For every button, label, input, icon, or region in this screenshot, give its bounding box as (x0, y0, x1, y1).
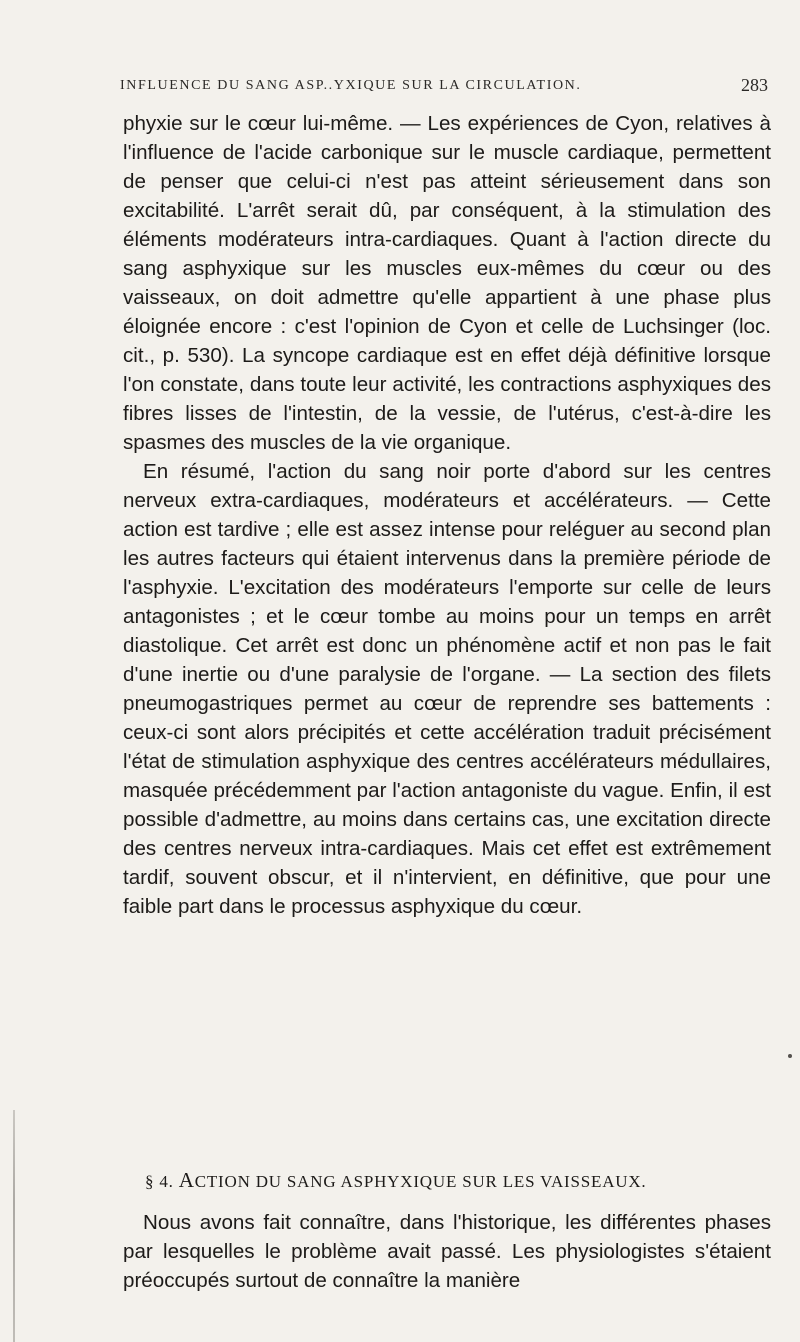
section-paragraph: Nous avons fait connaître, dans l'historique, les différentes phases par lesquelles le problème avait passé. Les physiologistes s'étaient préoccupés surtout de connaître la manière (123, 1211, 771, 1292)
binding-gutter-shadow (13, 1110, 15, 1342)
paragraph-2: En résumé, l'action du sang noir porte d'abord sur les centres nerveux extra-cardiaques, modérateurs et accélérateurs. — Cette action est tardive ; elle est assez intense pour reléguer au second plan les autres facteurs qui étaient intervenus dans la première période de l'asphyxie. L'excitation des modérateurs l'emporte sur celle de leurs antagonistes ; et le cœur tombe au moins pour un temps en arrêt diastolique. Cet arrêt est donc un phénomène actif et non pas le fait d'une inertie ou d'une paralysie de l'organe. — La section des filets pneumogastriques permet au cœur de reprendre ses battements : ceux-ci sont alors précipités et cette accélération traduit précisément l'état de stimulation asphyxique des centres accélérateurs médullaires, masquée précédemment par l'action antagoniste du vague. Enfin, il est possible d'admettre, au moins dans certains cas, une excitation directe des centres nerveux intra-cardiaques. Mais cet effet est extrêmement tardif, souvent obscur, et il n'intervient, en définitive, que pour une faible part dans le processus asphyxique du cœur. (123, 460, 771, 918)
section-number: § 4. (145, 1172, 174, 1191)
running-title: INFLUENCE DU SANG ASP..YXIQUE SUR LA CIRCULATION. (120, 78, 582, 93)
paragraph-1: phyxie sur le cœur lui-même. — Les expériences de Cyon, relatives à l'influence de l'acide carbonique sur le muscle cardiaque, permettent de penser que celui-ci n'est pas atteint sérieusement dans son excitabilité. L'arrêt serait dû, par conséquent, à la stimulation des éléments modérateurs intra-cardiaques. Quant à l'action directe du sang asphyxique sur les muscles eux-mêmes du cœur ou des vaisseaux, on doit admettre qu'elle appartient à une phase plus éloignée encore : c'est l'opinion de Cyon et celle de Luchsinger (loc. cit., p. 530). La syncope cardiaque est en effet déjà définitive lorsque l'on constate, dans toute leur activité, les contractions asphyxiques des fibres lisses de l'intestin, de la vessie, de l'utérus, c'est-à-dire les spasmes des muscles de la vie organique. (123, 112, 771, 454)
running-head (120, 75, 768, 102)
margin-mark (788, 1054, 792, 1058)
page-number: 283 (741, 75, 768, 95)
body-text (123, 109, 771, 921)
section-title-initial: A (178, 1168, 195, 1192)
section-title: CTION DU SANG ASPHYXIQUE SUR LES VAISSEAUX. (194, 1172, 647, 1191)
section-heading (145, 1168, 765, 1193)
